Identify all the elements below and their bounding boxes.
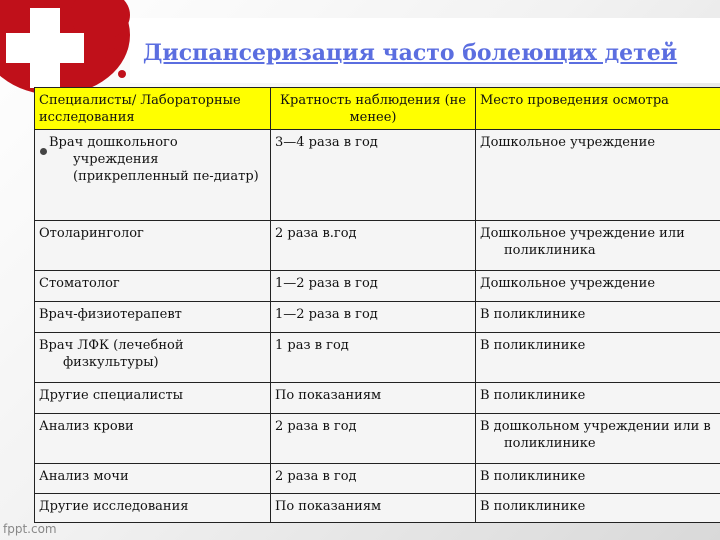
table-row <box>35 494 720 523</box>
header-place: Место проведения осмотра <box>476 88 720 130</box>
cell-specialist: Врач ЛФК (лечебной физкультуры) <box>35 333 271 383</box>
cell-place: Дошкольное учреждение <box>476 271 720 302</box>
cell-place: В дошкольном учреждении или в поликлинике <box>476 414 720 464</box>
cell-specialist: Врач дошкольного учреждения (прикрепленный пе-диатр) <box>35 130 271 221</box>
cell-frequency: 1—2 раза в год <box>271 302 476 333</box>
table-header-row <box>35 88 720 130</box>
page-title: Диспансеризация часто болеющих детей <box>142 40 678 66</box>
bullet-icon <box>40 148 47 155</box>
table-row <box>35 271 720 302</box>
watermark: fppt.com <box>3 522 57 536</box>
table-row <box>35 464 720 494</box>
header-frequency: Кратность наблюдения (не менее) <box>271 88 476 130</box>
table-row <box>35 221 720 271</box>
cell-specialist: Стоматолог <box>35 271 271 302</box>
table-row <box>35 414 720 464</box>
cell-place: В поликлинике <box>476 333 720 383</box>
cell-place: В поликлинике <box>476 383 720 414</box>
cell-place: Дошкольное учреждение или поликлиника <box>476 221 720 271</box>
table-row <box>35 333 720 383</box>
table-row <box>35 302 720 333</box>
header-specialists: Специалисты/ Лабораторные исследования <box>35 88 271 130</box>
cell-specialist: Другие специалисты <box>35 383 271 414</box>
cell-place: В поликлинике <box>476 494 720 523</box>
cell-specialist: Анализ мочи <box>35 464 271 494</box>
cell-place: В поликлинике <box>476 464 720 494</box>
cell-specialist: Анализ крови <box>35 414 271 464</box>
cell-frequency: 1—2 раза в год <box>271 271 476 302</box>
table-row <box>35 383 720 414</box>
cell-frequency: 2 раза в год <box>271 464 476 494</box>
cell-specialist: Врач-физиотерапевт <box>35 302 271 333</box>
cell-place: Дошкольное учреждение <box>476 130 720 221</box>
cell-specialist: Другие исследования <box>35 494 271 523</box>
cell-frequency: 2 раза в.год <box>271 221 476 271</box>
cell-specialist: Отоларинголог <box>35 221 271 271</box>
dispensary-table <box>34 87 720 523</box>
cell-frequency: 3—4 раза в год <box>271 130 476 221</box>
cell-frequency: 1 раз в год <box>271 333 476 383</box>
cell-frequency: 2 раза в год <box>271 414 476 464</box>
cell-place: В поликлинике <box>476 302 720 333</box>
cell-frequency: По показаниям <box>271 494 476 523</box>
table-row <box>35 130 720 221</box>
cell-frequency: По показаниям <box>271 383 476 414</box>
